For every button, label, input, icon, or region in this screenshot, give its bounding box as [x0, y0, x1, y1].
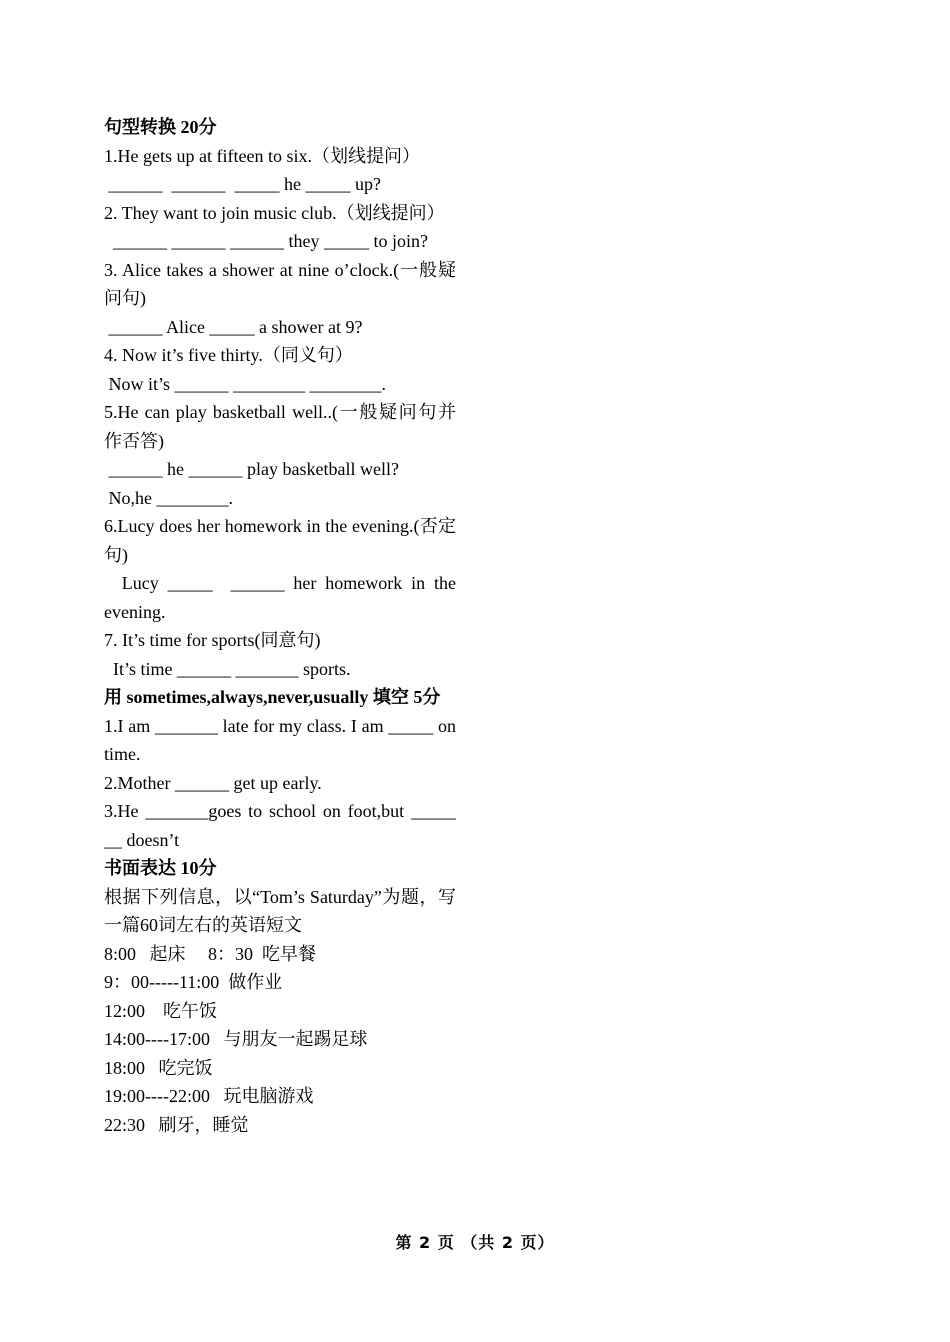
- schedule-item: 12:00 吃午饭: [104, 1000, 218, 1021]
- answer-blank-line: ______ ______ _____ he _____ up?: [104, 174, 381, 194]
- question-line: 7. It’s time for sports(同意句): [104, 630, 321, 650]
- schedule-item: 8:00 起床 8：30 吃早餐: [104, 943, 317, 964]
- answer-blank-line: No,he ________.: [104, 487, 233, 508]
- schedule-item: 22:30 刷牙，睡觉: [104, 1114, 249, 1135]
- answer-blank-line: ______ Alice _____ a shower at 9?: [104, 316, 363, 337]
- question-line: 5.He can play basketball well..(一般疑问句并作否答): [104, 402, 456, 451]
- answer-blank-line: Lucy _____ ______ her homework in the evening.: [104, 573, 461, 622]
- page-footer: 第 2 页 （共 2 页）: [395, 1233, 555, 1252]
- section-heading-adverbs: 用 sometimes,always,never,usually 填空 5分: [104, 687, 441, 707]
- content-column: [104, 113, 461, 1139]
- schedule-item: 19:00----22:00 玩电脑游戏: [104, 1086, 314, 1106]
- schedule-item: 14:00----17:00 与朋友一起踢足球: [104, 1029, 368, 1049]
- question-line: 1.He gets up at fifteen to six.（划线提问）: [104, 145, 420, 166]
- question-line: 2.Mother ______ get up early.: [104, 772, 322, 793]
- question-line: 4. Now it’s five thirty.（同义句）: [104, 345, 353, 365]
- question-line: 3.He _______goes to school on foot,but _____ __ doesn’t: [104, 801, 461, 850]
- writing-prompt: 根据下列信息，以“Tom’s Saturday”为题，写一篇60词左右的英语短文: [104, 886, 456, 935]
- schedule-item: 9：00-----11:00 做作业: [104, 972, 283, 992]
- question-line: 3. Alice takes a shower at nine o’clock.(一般疑问句): [104, 259, 456, 308]
- answer-blank-line: Now it’s ______ ________ ________.: [104, 373, 387, 394]
- section-heading-transform: 句型转换 20分: [104, 117, 217, 137]
- question-line: 2. They want to join music club.（划线提问）: [104, 202, 445, 223]
- question-line: 1.I am _______ late for my class. I am _____ on time.: [104, 715, 461, 764]
- schedule-item: 18:00 吃完饭: [104, 1057, 213, 1078]
- section-heading-writing: 书面表达 10分: [104, 858, 217, 878]
- answer-blank-line: ______ ______ ______ they _____ to join?: [104, 231, 428, 251]
- answer-blank-line: It’s time ______ _______ sports.: [104, 658, 351, 679]
- answer-blank-line: ______ he ______ play basketball well?: [104, 459, 399, 479]
- question-line: 6.Lucy does her homework in the evening.(否定句): [104, 516, 456, 565]
